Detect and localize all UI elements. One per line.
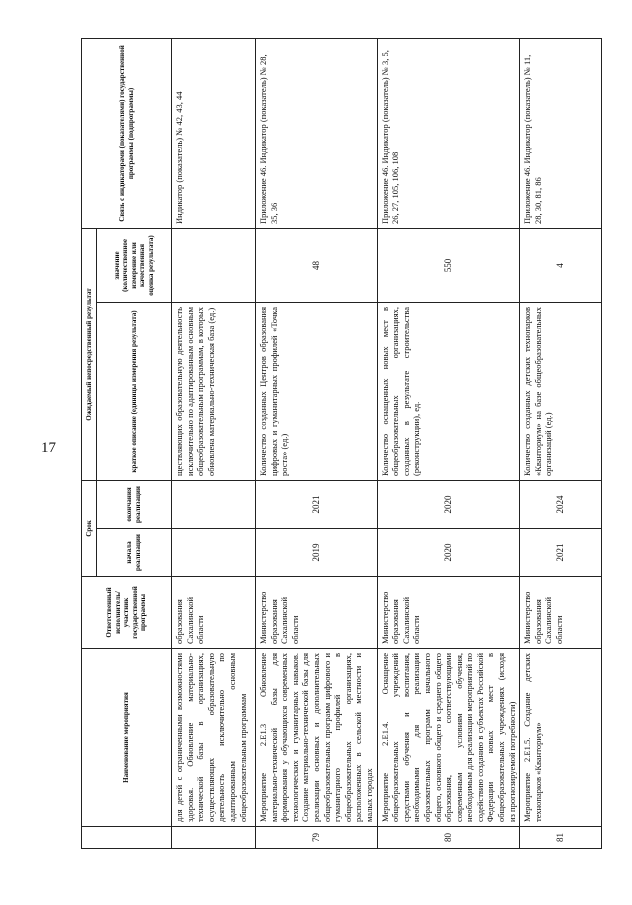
activity-name: Мероприятие 2.Е1.3 Обновление материально-технической базы для формирования у обучающихся современных технологических и гуманитарных навыков. Создание материально-технической базы для реализации основных и дополнительных общеобразовательных программ цифрового и гуманитарного профилей в общеобразовательных организациях, расположенных в сельской местности и малых городах bbox=[256, 649, 378, 827]
result-value: 4 bbox=[520, 228, 602, 302]
activity-name: Мероприятие 2.Е1.5. Создание детских технопарков «Кванториум» bbox=[520, 649, 602, 827]
activity-name: Мероприятие 2.Е1.4. Оснащение общеобразовательных учреждений средствами обучения и воспитания, необходимыми для реализации образовательных программ начального общего, основного общего и среднего общего образования, соответствующими современным условиям обучения, необходимым для реализации мероприятий по содействию созданию в субъектах Российской Федерации новых мест в общеобразовательных учреждениях (исходя из прогнозируемой потребности) bbox=[377, 649, 520, 827]
header-link: Связь с индикаторами (показателями) государственной программы (подпрограммы) bbox=[82, 38, 172, 228]
result-description: Количество оснащенных новых мест в общеобразовательных организациях, созданных в результате строительства (реконструкции), ед. bbox=[377, 302, 520, 480]
header-result: Ожидаемый непосредственный результат bbox=[82, 228, 97, 480]
term-end: 2021 bbox=[256, 480, 378, 528]
header-row-1 bbox=[82, 38, 97, 848]
responsible: образования Сахалинской области bbox=[172, 577, 256, 649]
header-responsible: Ответственный исполнитель/участник государственной программы bbox=[82, 577, 172, 649]
activity-name: для детей с ограниченными возможностями здоровья. Обновление материально-технической базы в организациях, осуществляющих образовательную деятельность исключительно по адаптированным основным общеобразовательным программам bbox=[172, 649, 256, 827]
row-number: 79 bbox=[256, 827, 378, 849]
header-term: Срок bbox=[82, 480, 97, 576]
term-start: 2021 bbox=[520, 529, 602, 577]
rotated-table-container bbox=[81, 39, 575, 849]
activities-table bbox=[81, 38, 602, 849]
header-num bbox=[82, 827, 172, 849]
row-number: 81 bbox=[520, 827, 602, 849]
page-number: 17 bbox=[41, 440, 56, 456]
table-row bbox=[172, 38, 256, 848]
term-end: 2024 bbox=[520, 480, 602, 528]
indicator-link: Приложение 46. Индикатор (показатель) № 28, 35, 36 bbox=[256, 38, 378, 228]
result-value: 48 bbox=[256, 228, 378, 302]
result-description: Количество созданных Центров образования цифровых и гуманитарных профилей «Точка роста» (ед.) bbox=[256, 302, 378, 480]
term-start bbox=[172, 529, 256, 577]
term-end bbox=[172, 480, 256, 528]
header-name: Наименование мероприятия bbox=[82, 649, 172, 827]
header-result-value: значение (количественное измерение или качественная оценка результата) bbox=[97, 228, 172, 302]
table-row bbox=[520, 38, 602, 848]
result-description: ществляющих образовательную деятельность исключительно по адаптированным основным общеобразовательным программам, в которых обновлена материально-техническая база (ед.) bbox=[172, 302, 256, 480]
result-value bbox=[172, 228, 256, 302]
responsible: Министерство образования Сахалинской области bbox=[256, 577, 378, 649]
responsible: Министерство образования Сахалинской области bbox=[520, 577, 602, 649]
header-result-desc: краткое описание (единицы измерения результата) bbox=[97, 302, 172, 480]
header-term-start: начала реализации bbox=[97, 529, 172, 577]
table-row bbox=[256, 38, 378, 848]
indicator-link: Приложение 46. Индикатор (показатель) № 11, 28, 30, 81, 86 bbox=[520, 38, 602, 228]
indicator-link: Индикатор (показатель) № 42, 43, 44 bbox=[172, 38, 256, 228]
header-term-end: окончания реализации bbox=[97, 480, 172, 528]
term-start: 2020 bbox=[377, 529, 520, 577]
row-number bbox=[172, 827, 256, 849]
responsible: Министерство образования Сахалинской области bbox=[377, 577, 520, 649]
row-number: 80 bbox=[377, 827, 520, 849]
table-row bbox=[377, 38, 520, 848]
indicator-link: Приложение 46. Индикатор (показатель) № 3, 5, 26, 27, 105, 106, 108 bbox=[377, 38, 520, 228]
term-start: 2019 bbox=[256, 529, 378, 577]
result-description: Количество созданных детских технопарков «Кванториум» на базе общеобразовательных организаций (ед.) bbox=[520, 302, 602, 480]
term-end: 2020 bbox=[377, 480, 520, 528]
result-value: 550 bbox=[377, 228, 520, 302]
